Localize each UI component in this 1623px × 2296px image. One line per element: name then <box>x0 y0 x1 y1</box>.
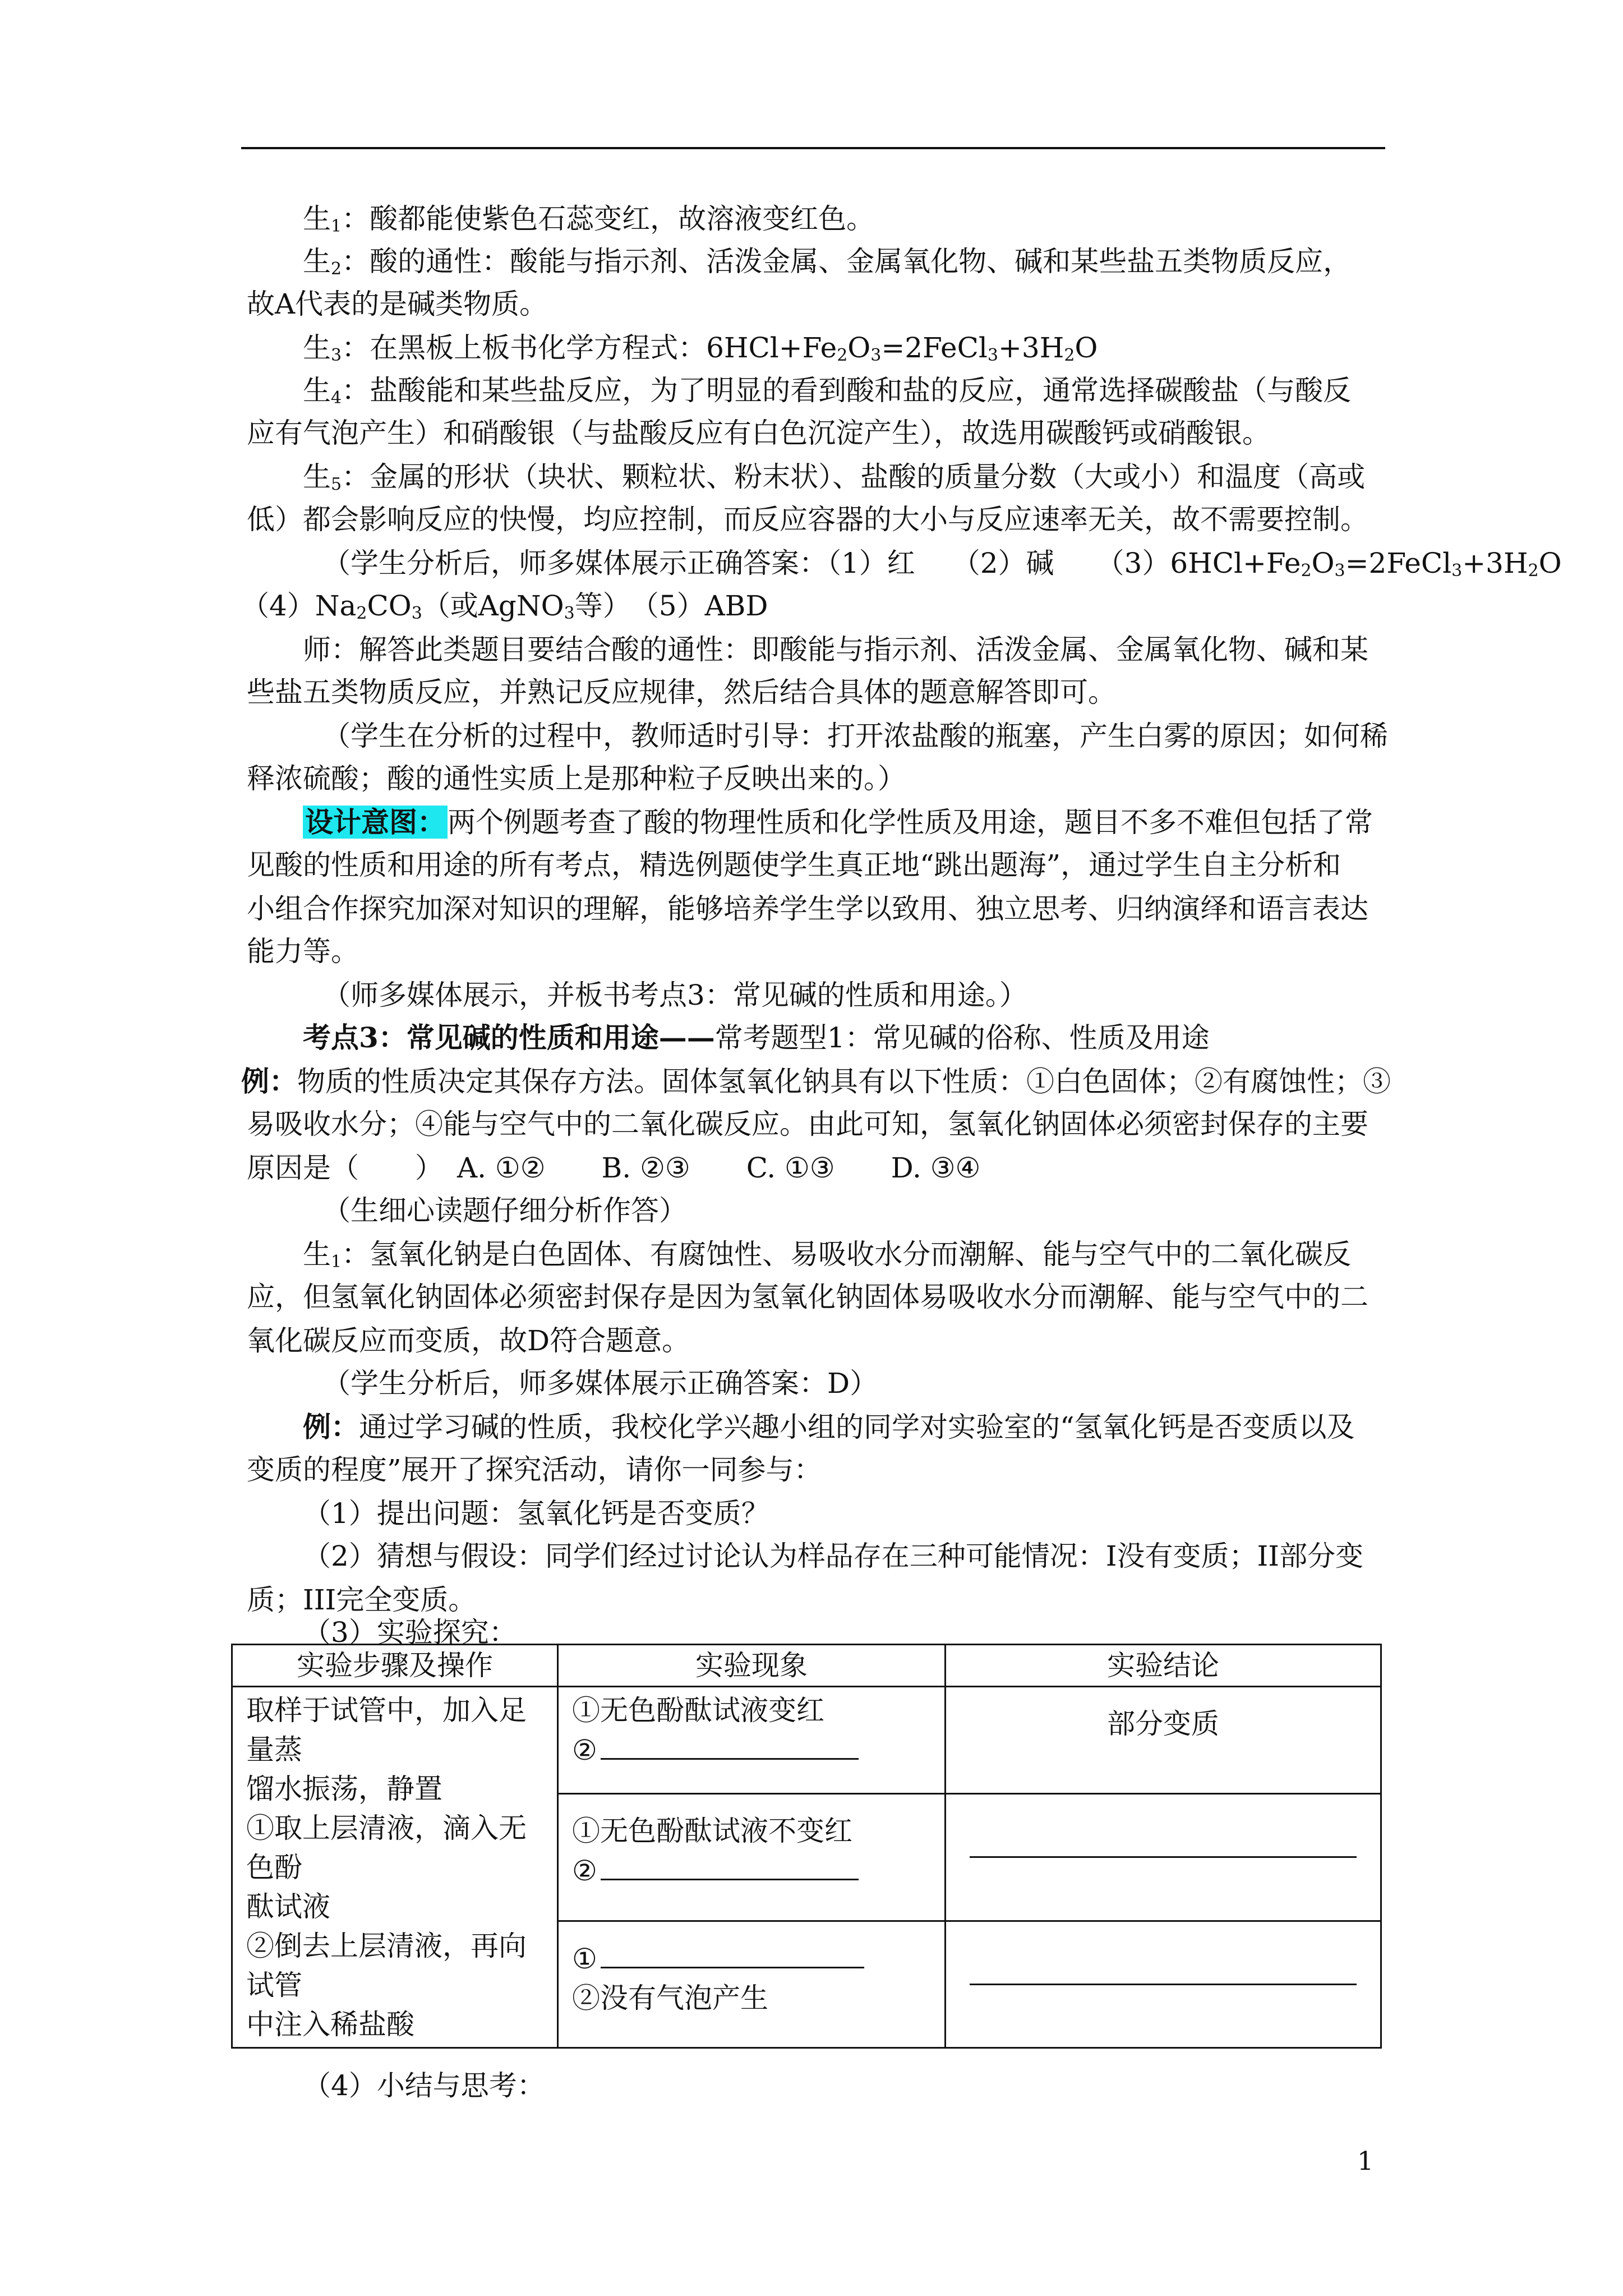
design-intent-label: 设计意图： <box>303 806 448 839</box>
page-number: 1 <box>1357 2146 1374 2176</box>
table-header: 实验现象 <box>558 1645 946 1687</box>
text-line: 师：解答此类题目要结合酸的通性：即酸能与指示剂、活泼金属、金属氧化物、碱和某 <box>303 633 1368 666</box>
text-line: 小组合作探究加深对知识的理解，能够培养学生学以致用、独立思考、归纳演绎和语言表达 <box>247 892 1368 925</box>
answer-blank[interactable] <box>601 1730 859 1760</box>
text-line: 生$_5$：金属的形状（块状、颗粒状、粉末状）、盐酸的质量分数（大或小）和温度（高或 <box>303 461 1366 494</box>
example-line: 例：物质的性质决定其保存方法。固体氢氧化钠具有以下性质：①白色固体；②有腐蚀性；③ <box>241 1065 1391 1098</box>
answer-blank[interactable] <box>970 1856 1357 1858</box>
text-line: 生$_3$：在黑板上板书化学方程式：$6HCl+Fe_2O_3=2FeCl_3+3H_2O$ <box>303 332 1098 365</box>
text-line: 易吸收水分；④能与空气中的二氧化碳反应。由此可知，氢氧化钠固体必须密封保存的主要 <box>247 1108 1368 1140</box>
answer-blank[interactable] <box>601 1851 859 1880</box>
text-line: （学生在分析的过程中，教师适时引导：打开浓盐酸的瓶塞，产生白雾的原因；如何稀 <box>322 720 1388 752</box>
answer-line: （学生分析后，师多媒体展示正确答案：D） <box>322 1367 878 1400</box>
example-line: 例：通过学习碱的性质，我校化学兴趣小组的同学对实验室的“氢氧化钙是否变质以及 <box>303 1410 1355 1443</box>
header-rule <box>241 147 1385 149</box>
text-line: 生$_1$：酸都能使紫色石蕊变红，故溶液变红色。 <box>303 203 875 236</box>
text-line: 质；III完全变质。 <box>247 1584 477 1616</box>
example-label: 例： <box>241 1065 297 1098</box>
experiment-table <box>231 1644 1382 2049</box>
choices-line: 原因是（ ） A. ①② B. ②③ C. ①③ D. ③④ <box>247 1152 981 1184</box>
text-line: 应，但氢氧化钠固体必须密封保存是因为氢氧化钠固体易吸收水分而潮解、能与空气中的二 <box>247 1281 1368 1313</box>
question-line: （2）猜想与假设：同学们经过讨论认为样品存在三种可能情况：I没有变质；II部分变 <box>303 1540 1364 1572</box>
design-intent-line: 设计意图：两个例题考查了酸的物理性质和化学性质及用途，题目不多不难但包括了常 <box>303 801 1402 844</box>
text-line: （师多媒体展示，并板书考点3：常见碱的性质和用途。） <box>322 979 1027 1011</box>
conclusion-cell: 部分变质 <box>946 1687 1381 1794</box>
text-line: 氧化碳反应而变质，故D符合题意。 <box>247 1324 690 1357</box>
observation-cell: ①无色酚酞试液不变红 ② <box>558 1794 946 1921</box>
conclusion-cell <box>946 1921 1381 2047</box>
text-line: 释浓硫酸；酸的通性实质上是那种粒子反映出来的。） <box>247 762 906 795</box>
question-line: （1）提出问题：氢氧化钙是否变质？ <box>303 1497 769 1530</box>
text-line: 生$_4$：盐酸能和某些盐反应，为了明显的看到酸和盐的反应，通常选择碳酸盐（与酸反 <box>303 374 1352 408</box>
observation-cell: ① ②没有气泡产生 <box>558 1921 946 2047</box>
answer-blank[interactable] <box>601 1939 864 1968</box>
conclusion-cell <box>946 1794 1381 1921</box>
steps-cell: 取样于试管中，加入足量蒸 馏水振荡，静置 ①取上层清液，滴入无色酚 酞试液 ②倒去上层清液，再向试管 中注入稀盐酸 <box>232 1687 558 2048</box>
text-line: 见酸的性质和用途的所有考点，精选例题使学生真正地“跳出题海”，通过学生自主分析和 <box>247 849 1341 881</box>
text-line: 生$_2$：酸的通性：酸能与指示剂、活泼金属、金属氧化物、碱和某些盐五类物质反应， <box>303 245 1352 279</box>
answer-blank[interactable] <box>970 1984 1357 1985</box>
answer-line: （学生分析后，师多媒体展示正确答案：（1）红 （2）碱 $(3)6HCl+Fe_2O_3=2FeCl_3+3H_2O$ <box>322 547 1562 581</box>
text-line: 变质的程度”展开了探究活动，请你一同参与： <box>247 1453 822 1486</box>
text-line: 故A代表的是碱类物质。 <box>247 288 548 320</box>
answer-line: $(4)Na_2CO_3$（或AgNO$_3$等） （5）ABD <box>241 590 768 623</box>
text-line: 些盐五类物质反应，并熟记反应规律，然后结合具体的题意解答即可。 <box>247 676 1116 708</box>
text-line: 应有气泡产生）和硝酸银（与盐酸反应有白色沉淀产生），故选用碳酸钙或硝酸银。 <box>247 417 1270 449</box>
text-line: 能力等。 <box>247 935 359 968</box>
text-line: 生$_1$：氢氧化钠是白色固体、有腐蚀性、易吸收水分而潮解、能与空气中的二氧化碳反 <box>303 1238 1352 1272</box>
text-line: （生细心读题仔细分析作答） <box>322 1194 687 1227</box>
observation-cell: ①无色酚酞试液变红 ② <box>558 1687 946 1794</box>
section-heading: 考点3：常见碱的性质和用途——常考题型1：常见碱的俗称、性质及用途 <box>303 1021 1210 1054</box>
table-header: 实验步骤及操作 <box>232 1645 558 1687</box>
question-line: （4）小结与思考： <box>303 2069 545 2102</box>
text-line: 低）都会影响反应的快慢，均应控制，而反应容器的大小与反应速率无关，故不需要控制。 <box>247 503 1368 536</box>
question-line: （3）实验探究： <box>303 1616 517 1649</box>
table-header: 实验结论 <box>946 1645 1381 1687</box>
